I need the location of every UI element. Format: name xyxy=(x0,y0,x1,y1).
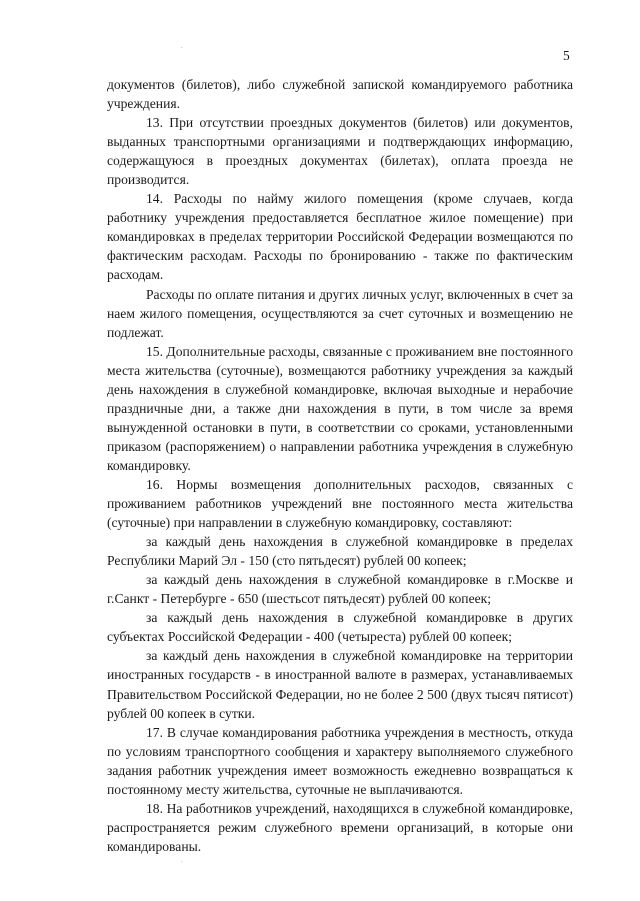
document-body xyxy=(107,75,573,856)
rate-item: за каждый день нахождения в служебной командировке в г.Москве и г.Санкт - Петербурге - 650 (шестьсот пятьдесят) рублей 00 копеек; xyxy=(107,572,573,607)
paragraph-item-16: 16. Нормы возмещения дополнительных расходов, связанных с проживанием работников учреждений вне постоянного места жительства (суточные) при направлении в служебную командировку, составляют: xyxy=(107,476,573,531)
page-number: 5 xyxy=(563,48,570,63)
paragraph-item-13: 13. При отсутствии проездных документов (билетов) или документов, выданных транспортными организациями и подтверждающих информацию, содержащуюся в проездных документах (билетах), оплата проезда не производится. xyxy=(107,115,573,188)
rate-item: за каждый день нахождения в служебной командировке на территории иностранных государств - в иностранной валюте в размерах, устанавливаемых Правительством Российской Федерации, но не более 2 500 (двух тысяч пятисот) рублей 00 копеек в сутки. xyxy=(107,648,573,721)
scan-mark: . xyxy=(181,44,183,50)
paragraph-item-17: 17. В случае командирования работника учреждения в местность, откуда по условиям транспортного сообщения и характеру выполняемого служебного задания работник учреждения имеет возможность ежедневно возвращаться к постоянному месту жительства, суточные не выплачиваются. xyxy=(107,724,573,797)
rate-item: за каждый день нахождения в служебной командировке в пределах Республики Марий Эл - 150 (сто пятьдесят) рублей 00 копеек; xyxy=(107,534,573,569)
scan-mark: . xyxy=(181,858,183,864)
paragraph: документов (билетов), либо служебной запиской командируемого работника учреждения. xyxy=(107,77,573,112)
paragraph-item-18: 18. На работников учреждений, находящихся в служебной командировке, распространяется режим служебного времени организаций, в которые они командированы. xyxy=(107,800,573,854)
paragraph: Расходы по оплате питания и других личных услуг, включенных в счет за наем жилого помещения, осуществляются за счет суточных и возмещению не подлежат. xyxy=(107,286,573,340)
paragraph-item-15: 15. Дополнительные расходы, связанные с проживанием вне постоянного места жительства (суточные), возмещаются работнику учреждения за каждый день нахождения в служебной командировке, включая выходные и нерабочие праздничные дни, а также дни нахождения в пути, в том числе за время вынужденной остановки в пути, в соответствии со сроками, установленными приказом (распоряжением) о направлении работника учреждения в служебную командировку. xyxy=(107,343,573,473)
paragraph-item-14: 14. Расходы по найму жилого помещения (кроме случаев, когда работнику учреждения предоставляется бесплатное жилое помещение) при командировках в пределах территории Российской Федерации возмещаются по фактическим расходам. Расходы по бронированию - также по фактическим расходам. xyxy=(107,191,573,283)
rate-item: за каждый день нахождения в служебной командировке в других субъектах Российской Федерации - 400 (четыреста) рублей 00 копеек; xyxy=(107,610,573,645)
